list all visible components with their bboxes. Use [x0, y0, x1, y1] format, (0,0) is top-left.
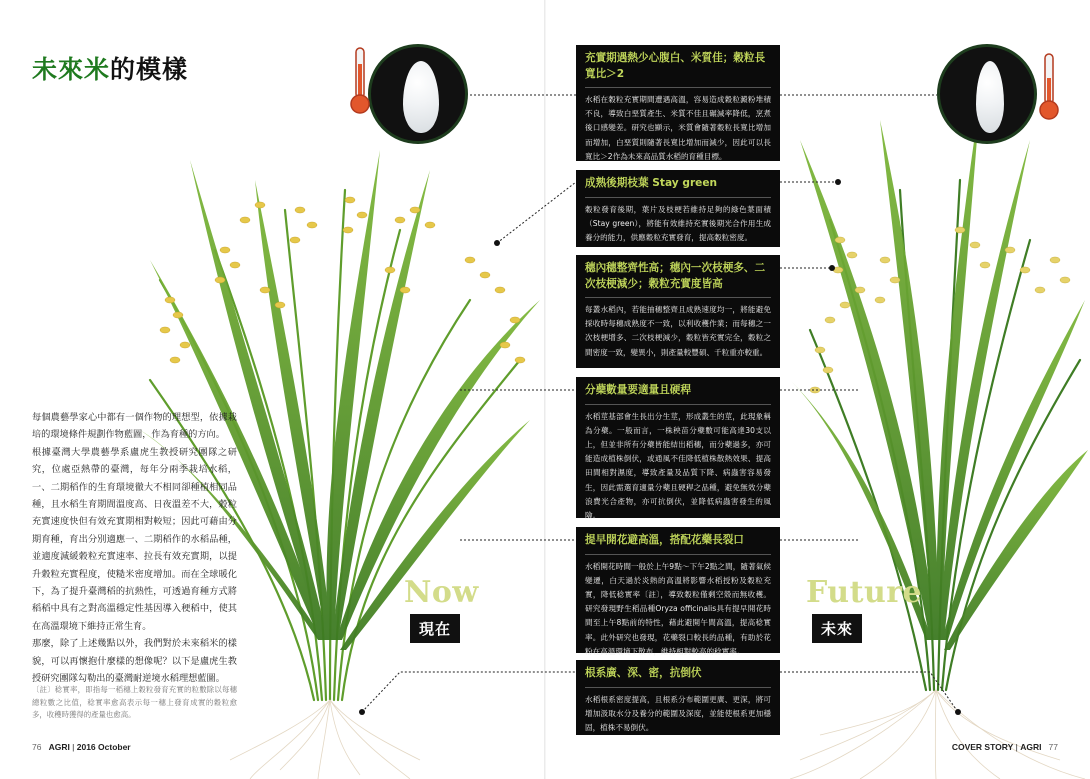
intro-paragraph-1: 每個農藝學家心中都有一個作物的理想型，依據栽培的環境條件規劃作物藍圖，作為育種的方向。 — [32, 412, 237, 441]
rice-grain-badge-now — [368, 44, 468, 144]
magazine-name: AGRI — [48, 742, 70, 752]
now-label: 現在 — [410, 614, 460, 643]
callout-panel-root-system — [576, 660, 780, 735]
rice-grain-icon — [403, 61, 439, 133]
panel-text: 水稻莖基部會生長出分生莖，形成叢生的莖，此現象稱為分蘗。一般而言，一株秧苗分蘗數可能高達30支以上，但並非所有分蘗皆能結出稻穗，而分蘗過多，亦可能造成植株倒伏，或通風不佳降低植株散熱效果、提高田間相對濕度，導致產量及品質下降、病蟲害容易發生，因此需選育適量分蘗且硬稈之品種，避免無效分蘗浪費光合產物，亦可抗倒伏，並降低病蟲害發生的風險。 — [585, 411, 771, 520]
panel-heading: 成熟後期枝葉 Stay green — [585, 176, 771, 198]
issue-date: 2016 October — [76, 742, 131, 752]
panel-text: 水稻開花時間一般於上午9點～下午2點之間，隨著氣候變遷，白天過於炎熱的高溫將影響水稻授粉及穀粒充實，降低稔實率〔註〕，導致穀粒僅剩空殼而無收穫。研究發現野生稻品種Oryza officinalis具有提早開花時間至上午8點前的特性，藉此避開午間高溫，提高稔實率。此外研究也發現，花藥裂口較長的品種，有助於花粉在高溫環境下散布，維持相對較高的稔實率。 — [585, 561, 771, 656]
rice-grain-badge-future — [937, 44, 1037, 144]
callout-panel-grain-quality — [576, 45, 780, 161]
page-number-left: 76 — [32, 742, 42, 752]
callout-panel-panicle-uniformity — [576, 255, 780, 368]
panel-heading: 充實期遇熱少心腹白、米質佳；穀粒長寬比＞2 — [585, 51, 771, 88]
thermometer-icon — [1038, 52, 1060, 122]
intro-paragraph-2: 根據臺灣大學農藝學系盧虎生教授研究團隊之研究，位處亞熱帶的臺灣，每年分兩季栽培水稻，一、二期稻作的生育環境徹大不相同卻種植相同品種，且水稻生育期間溫度高、日夜溫差不大，穀粒充實速度快但有效充實期相對較短；因此可藉由分期育種，育出分別適應一、二期稻作的水稻品種，並適度減緩穀粒充實速率、拉長有效充實期，以提升穀粒充實程度，使糙米密度增加。而在全球暖化下，為了提升臺灣稻的抗熱性，可透過育種方式將稻稻中具有之對高溫穩定性基因導入稉稻中，使其在高溫環境下維持正常生育。 — [32, 446, 237, 632]
panel-text: 每叢水稻內，若能抽穗整齊且成熟速度均一，將能避免採收時每穗成熟度不一致，以利收穫作業；而每穗之一次枝梗增多、二次枝梗減少，穀粒皆充實完全，穀粒之間密度一致，變異小，則產量較豐碩、千粒重亦較重。 — [585, 305, 771, 357]
callout-panel-stay-green — [576, 170, 780, 247]
intro-paragraph-3: 那麼，除了上述幾點以外，我們對於未來稻米的樣貌，可以再懷抱什麼樣的想像呢？以下是盧虎生教授研究團隊勾勒出的臺灣耐逆境水稻理想藍圖。 — [32, 638, 237, 685]
folio-right: COVER STORY | AGRI 77 — [951, 742, 1058, 752]
panel-text: 水稻在穀粒充實期間遭遇高溫，容易造成穀粒澱粉堆積不良，導致白堊質產生、米質不佳且碾減率降低，烹煮後口感變差。研究也顯示，米質會隨著穀粒長寬比增加而增加，白堊質則隨著長寬比增加而減少，因此可以長寬比＞2作為未來高品質水稻的育種目標。 — [585, 95, 771, 161]
title-part-1: 未來米 — [32, 55, 111, 84]
title-part-2: 的模樣 — [110, 55, 189, 84]
future-rice-plant — [790, 100, 1088, 779]
magazine-name: AGRI — [1020, 742, 1042, 752]
panel-heading: 穗內穗整齊性高；穗內一次枝梗多、二次枝梗減少；穀粒充實度皆高 — [585, 261, 771, 298]
page-number-right: 77 — [1048, 742, 1058, 752]
intro-article-text — [32, 409, 237, 688]
folio-left: 76 AGRI | 2016 October — [32, 742, 131, 752]
future-label: 未來 — [812, 614, 862, 643]
panel-text: 水稻根系密度提高，且根系分布範圍更廣、更深，將可增加汲取水分及養分的範圍及深度，並能使根系更加穩固，植株不易倒伏。 — [585, 694, 771, 732]
future-heading: Future — [806, 575, 923, 610]
panel-heading: 根系廣、深、密，抗倒伏 — [585, 666, 771, 688]
rice-grain-icon — [976, 61, 1004, 133]
page-title — [32, 50, 188, 86]
thermometer-icon — [349, 46, 371, 116]
panel-text: 穀粒發育後期，葉片及枝梗若維持足夠的綠色葉面積（Stay green），將能有效維持充實後期光合作用生成養分的能力，供應穀粒充實發育，提高穀粒密度。 — [585, 204, 771, 242]
now-heading: Now — [404, 575, 479, 610]
panel-heading: 提早開花避高溫，搭配花藥長裂口 — [585, 533, 771, 555]
section-name: COVER STORY — [951, 742, 1014, 752]
panel-heading: 分蘗數量要適量且硬稈 — [585, 383, 771, 405]
callout-panel-tillers — [576, 377, 780, 518]
callout-panel-early-flowering — [576, 527, 780, 656]
footnote: 〔註〕稔實率，即指每一稻穗上穀粒發育充實的粒數除以每穗總粒數之比值，稔實率愈高表示每一穗上發育成實的穀粒愈多，收穫時獲得的產量也愈高。 — [32, 685, 237, 719]
